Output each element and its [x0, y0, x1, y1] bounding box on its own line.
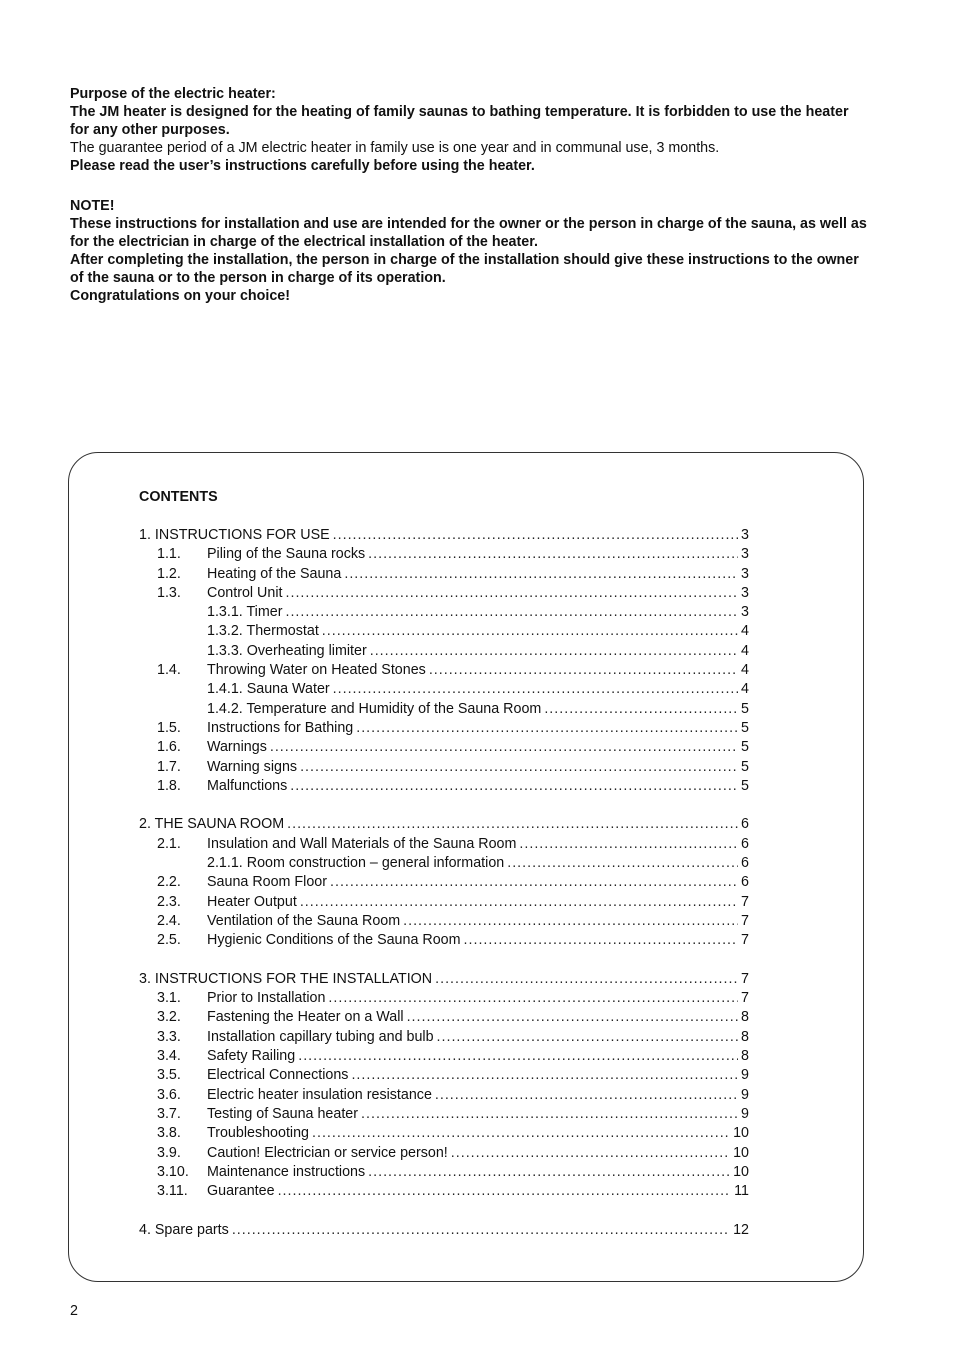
contents-entry	[139, 661, 749, 680]
contents-leader-dots	[270, 738, 738, 757]
contents-leader-dots	[361, 1105, 738, 1124]
contents-entry-label: 2. THE SAUNA ROOM	[139, 816, 285, 833]
contents-list	[139, 526, 749, 1240]
contents-entry	[139, 719, 749, 738]
contents-entry-page: 5	[741, 739, 749, 756]
contents-entry-page: 4	[741, 681, 749, 698]
contents-entry-label: 1.4.1. Sauna Water	[207, 681, 330, 698]
contents-leader-dots	[344, 565, 738, 584]
contents-leader-dots	[298, 1047, 738, 1066]
contents-entry	[139, 758, 749, 777]
contents-entry-number: 3.1.	[157, 990, 181, 1007]
contents-entry-label: Guarantee	[207, 1183, 275, 1200]
contents-entry-number: 3.4.	[157, 1048, 181, 1065]
contents-entry-label: Throwing Water on Heated Stones	[207, 662, 426, 679]
contents-leader-dots	[333, 526, 738, 545]
contents-entry-page: 8	[741, 1048, 749, 1065]
contents-box	[68, 452, 864, 1282]
contents-entry-page: 11	[734, 1183, 749, 1200]
purpose-text: The JM heater is designed for the heating of family saunas to bathing temperature. It is forbidden to use the heater for any other purposes.	[70, 104, 849, 138]
contents-entry-page: 6	[741, 874, 749, 891]
contents-entry-label: 1.3.2. Thermostat	[207, 623, 319, 640]
contents-entry-page: 4	[741, 642, 749, 659]
contents-entry	[139, 854, 749, 873]
contents-entry	[139, 893, 749, 912]
contents-entry-number: 2.2.	[157, 874, 181, 891]
contents-leader-dots	[328, 989, 738, 1008]
contents-entry-label: 1.3.3. Overheating limiter	[207, 642, 367, 659]
contents-entry-number: 3.11.	[157, 1183, 188, 1200]
contents-spacer	[139, 796, 749, 815]
read-instructions-text: Please read the user’s instructions carefully before using the heater.	[70, 158, 535, 174]
intro-section	[70, 85, 870, 305]
contents-entry	[139, 912, 749, 931]
contents-leader-dots	[437, 1028, 739, 1047]
contents-entry-label: Ventilation of the Sauna Room	[207, 912, 401, 929]
contents-entry-label: Control Unit	[207, 584, 283, 601]
contents-entry-label: 1. INSTRUCTIONS FOR USE	[139, 527, 330, 543]
contents-entry	[139, 777, 749, 796]
contents-entry-label: Hygienic Conditions of the Sauna Room	[207, 932, 461, 949]
contents-entry-page: 3	[741, 565, 749, 582]
contents-entry-page: 3	[741, 546, 749, 563]
contents-leader-dots	[519, 835, 738, 854]
contents-entry	[139, 622, 749, 641]
contents-entry	[139, 642, 749, 661]
contents-entry-label: Caution! Electrician or service person!	[207, 1144, 448, 1161]
contents-entry-number: 3.7.	[157, 1105, 181, 1122]
contents-entry-number: 1.8.	[157, 777, 181, 794]
contents-entry-page: 8	[741, 1028, 749, 1045]
contents-entry	[139, 1144, 749, 1163]
contents-entry	[139, 989, 749, 1008]
contents-leader-dots	[287, 815, 738, 834]
contents-entry-number: 1.6.	[157, 739, 181, 756]
note-text-2: After completing the installation, the person in charge of the installation should give these instructions to the owner of the sauna or to the person in charge of its operation.	[70, 252, 859, 286]
contents-entry-page: 7	[741, 990, 749, 1007]
contents-entry-label: 2.1.1. Room construction – general information	[207, 855, 505, 872]
contents-entry-page: 5	[741, 700, 749, 717]
contents-leader-dots	[507, 854, 738, 873]
contents-entry-number: 1.4.	[157, 662, 181, 679]
purpose-heading: Purpose of the electric heater:	[70, 86, 276, 102]
contents-leader-dots	[290, 777, 738, 796]
contents-entry-label: Safety Railing	[207, 1048, 296, 1065]
contents-entry-page: 7	[741, 912, 749, 929]
contents-entry	[139, 738, 749, 757]
contents-entry-page: 8	[741, 1009, 749, 1026]
contents-entry-label: Warning signs	[207, 758, 298, 775]
contents-leader-dots	[300, 758, 738, 777]
contents-entry-page: 10	[733, 1144, 749, 1161]
contents-leader-dots	[368, 545, 738, 564]
contents-entry-label: Warnings	[207, 739, 267, 756]
contents-entry-page: 7	[741, 893, 749, 910]
contents-leader-dots	[429, 661, 738, 680]
contents-title: CONTENTS	[139, 489, 218, 505]
contents-entry-page: 10	[733, 1125, 749, 1142]
contents-entry-page: 6	[741, 835, 749, 852]
contents-entry-label: Maintenance instructions	[207, 1163, 366, 1180]
contents-entry	[139, 1221, 749, 1240]
contents-entry-label: Prior to Installation	[207, 990, 326, 1007]
contents-entry-label: Troubleshooting	[207, 1125, 309, 1142]
contents-entry-label: Heating of the Sauna	[207, 565, 342, 582]
contents-entry-page: 4	[741, 623, 749, 640]
contents-entry-number: 1.2.	[157, 565, 181, 582]
contents-entry	[139, 1163, 749, 1182]
contents-entry-number: 3.8.	[157, 1125, 181, 1142]
contents-spacer	[139, 951, 749, 970]
contents-entry-label: Electric heater insulation resistance	[207, 1086, 432, 1103]
contents-entry-number: 2.4.	[157, 912, 181, 929]
contents-entry-page: 4	[741, 662, 749, 679]
contents-entry-page: 5	[741, 758, 749, 775]
contents-entry-number: 3.6.	[157, 1086, 181, 1103]
contents-leader-dots	[330, 873, 738, 892]
contents-entry-label: 3. INSTRUCTIONS FOR THE INSTALLATION	[139, 970, 433, 987]
contents-entry-label: Instructions for Bathing	[207, 719, 354, 736]
contents-entry-label: Piling of the Sauna rocks	[207, 546, 366, 563]
page-number: 2	[70, 1303, 78, 1319]
contents-entry-label: Insulation and Wall Materials of the Sauna Room	[207, 835, 517, 852]
contents-spacer	[139, 1201, 749, 1220]
contents-leader-dots	[464, 931, 739, 950]
contents-leader-dots	[351, 1066, 738, 1085]
contents-leader-dots	[435, 970, 738, 989]
contents-entry-label: 1.4.2. Temperature and Humidity of the Sauna Room	[207, 700, 542, 717]
contents-entry-label: 1.3.1. Timer	[207, 604, 283, 621]
contents-leader-dots	[544, 700, 738, 719]
congratulations-text: Congratulations on your choice!	[70, 288, 291, 304]
contents-entry	[139, 1008, 749, 1027]
contents-entry	[139, 931, 749, 950]
contents-entry-page: 3	[741, 584, 749, 601]
contents-entry	[139, 1124, 749, 1143]
contents-entry-page: 6	[741, 855, 749, 872]
contents-leader-dots	[278, 1182, 732, 1201]
contents-leader-dots	[356, 719, 738, 738]
contents-leader-dots	[333, 680, 738, 699]
contents-entry	[139, 700, 749, 719]
contents-entry-label: Electrical Connections	[207, 1067, 349, 1084]
contents-entry	[139, 815, 749, 834]
contents-leader-dots	[285, 603, 738, 622]
contents-entry-number: 3.2.	[157, 1009, 181, 1026]
contents-leader-dots	[312, 1124, 730, 1143]
contents-leader-dots	[403, 912, 738, 931]
contents-leader-dots	[435, 1086, 738, 1105]
contents-entry-number: 3.5.	[157, 1067, 181, 1084]
contents-entry-page: 7	[741, 970, 749, 987]
contents-entry-page: 3	[741, 604, 749, 621]
contents-entry-page: 5	[741, 777, 749, 794]
contents-entry-number: 1.1.	[157, 546, 181, 563]
contents-entry	[139, 526, 749, 545]
contents-entry	[139, 680, 749, 699]
contents-leader-dots	[451, 1144, 730, 1163]
contents-leader-dots	[368, 1163, 730, 1182]
contents-entry	[139, 1047, 749, 1066]
contents-entry	[139, 835, 749, 854]
contents-leader-dots	[370, 642, 738, 661]
guarantee-text: The guarantee period of a JM electric heater in family use is one year and in communal use, 3 months.	[70, 140, 720, 156]
contents-entry-label: Sauna Room Floor	[207, 874, 327, 891]
contents-leader-dots	[286, 584, 739, 603]
contents-entry-page: 9	[741, 1105, 749, 1122]
contents-entry-page: 9	[741, 1067, 749, 1084]
contents-entry-number: 2.5.	[157, 932, 181, 949]
contents-entry-label: 4. Spare parts	[139, 1221, 229, 1238]
contents-entry-label: Installation capillary tubing and bulb	[207, 1028, 434, 1045]
contents-entry	[139, 565, 749, 584]
contents-entry-page: 3	[741, 527, 749, 543]
contents-entry-page: 12	[733, 1221, 749, 1238]
contents-entry-number: 2.3.	[157, 893, 181, 910]
contents-leader-dots	[232, 1221, 730, 1240]
contents-entry-label: Heater Output	[207, 893, 297, 910]
note-text-1: These instructions for installation and use are intended for the owner or the person in charge of the sauna, as well as for the electrician in charge of the electrical installation of the heater.	[70, 216, 867, 250]
contents-entry-page: 5	[741, 719, 749, 736]
contents-entry-page: 9	[741, 1086, 749, 1103]
contents-entry	[139, 1066, 749, 1085]
contents-entry	[139, 1086, 749, 1105]
contents-entry-number: 2.1.	[157, 835, 181, 852]
note-heading: NOTE!	[70, 198, 115, 214]
contents-entry	[139, 1028, 749, 1047]
contents-entry-number: 1.7.	[157, 758, 181, 775]
contents-entry-label: Malfunctions	[207, 777, 288, 794]
contents-entry-label: Fastening the Heater on a Wall	[207, 1009, 404, 1026]
contents-entry	[139, 970, 749, 989]
contents-entry-number: 1.5.	[157, 719, 181, 736]
contents-entry	[139, 1105, 749, 1124]
contents-entry	[139, 584, 749, 603]
contents-entry	[139, 603, 749, 622]
contents-leader-dots	[322, 622, 738, 641]
contents-entry-page: 6	[741, 816, 749, 833]
contents-leader-dots	[407, 1008, 738, 1027]
contents-entry-number: 3.10.	[157, 1163, 189, 1180]
contents-entry-number: 1.3.	[157, 584, 181, 601]
contents-entry-number: 3.9.	[157, 1144, 181, 1161]
contents-entry	[139, 873, 749, 892]
contents-entry-page: 7	[741, 932, 749, 949]
contents-entry-number: 3.3.	[157, 1028, 181, 1045]
contents-entry-label: Testing of Sauna heater	[207, 1105, 359, 1122]
contents-leader-dots	[300, 893, 738, 912]
contents-entry	[139, 1182, 749, 1201]
contents-entry	[139, 545, 749, 564]
contents-entry-page: 10	[733, 1163, 749, 1180]
